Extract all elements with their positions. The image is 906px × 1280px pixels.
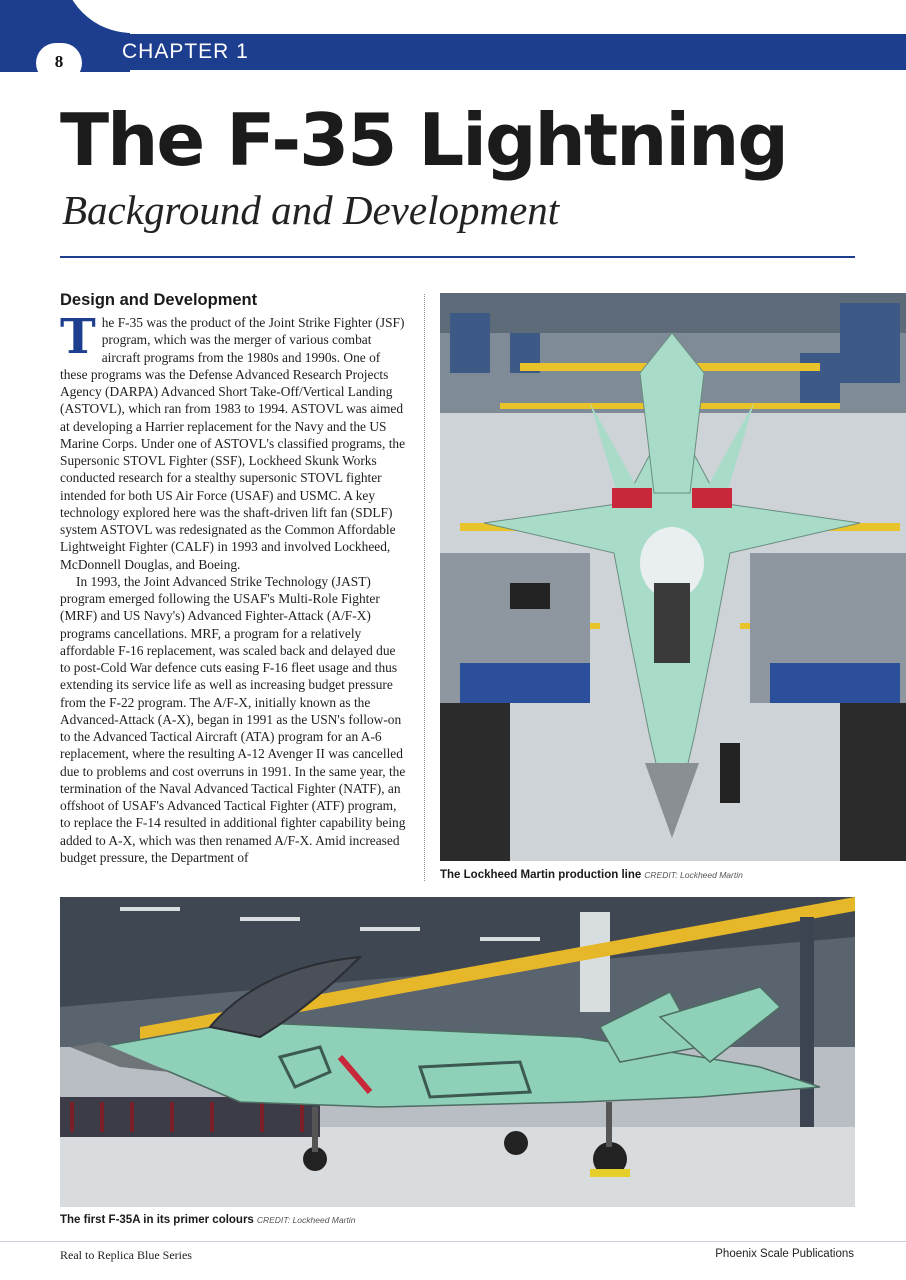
paragraph-1-text: he F-35 was the product of the Joint Strike Fighter (JSF) program, which was the merger of various combat aircraft programs from the 1980s and 1990s. One of these programs was the Defense Advanced Research Projects Agency (DARPA) Advanced Short Take-Off/Vertical Landing (ASTOVL), which ran from 1983 to 1994. ASTOVL was aimed at developing a Harrier replacement for the Navy and the US Marine Corps. Under one of ASTOVL's classified programs, the Supersonic STOVL Fighter (SSF), Lockheed Skunk Works conducted research for a stealthy supersonic STOVL fighter intended for both US Air Force (USAF) and USMC. A key technology explored here was the shaft-driven lift fan (SDLF) system ASTOVL was redesignated as the Common Affordable Lightweight Fighter (CALF) in 1993 and involved Lockheed, McDonnell Douglas, and Boeing. xyxy=(60,315,406,572)
first-f35a-caption xyxy=(60,1214,355,1226)
column-divider xyxy=(424,294,425,881)
caption-credit: CREDIT: Lockheed Martin xyxy=(256,1215,356,1225)
page-subtitle: Background and Development xyxy=(62,187,560,233)
drop-cap: T xyxy=(60,309,96,365)
page-number: 8 xyxy=(54,52,64,71)
page-title: The F-35 Lightning xyxy=(60,98,787,182)
caption-text: The first F-35A in its primer colours xyxy=(60,1214,254,1226)
footer-divider xyxy=(0,1241,906,1242)
section-heading: Design and Development xyxy=(60,291,258,309)
paragraph-1 xyxy=(60,309,406,573)
body-text-column xyxy=(60,309,406,866)
first-f35a-photo xyxy=(60,897,855,1207)
production-line-caption xyxy=(440,869,743,881)
footer-series: Real to Replica Blue Series xyxy=(60,1248,192,1262)
paragraph-2: In 1993, the Joint Advanced Strike Technology (JAST) program emerged following the USAF's Multi-Role Fighter (MRF) and US Navy's) Advanced Fighter-Attack (A/F-X) programs cancellations. MRF, a program for a relatively affordable F-16 replacement, was scaled back and delayed due to post-Cold War defence cuts easing F-16 fleet usage and thus extending its service life as well as increasing budget pressure from the F-22 program. The A/F-X, initially known as the Advanced-Attack (A-X), began in 1991 as the USN's follow-on to the Advanced Tactical Aircraft (ATA) program for an A-6 replacement, where the resulting A-12 Avenger II was cancelled due to problems and cost overruns in 1991. In the same year, the termination of the Naval Advanced Tactical Fighter (NATF), an offshoot of USAF's Advanced Tactical Fighter (ATF) program, to replace the F-14 resulted in additional fighter capability being added to A-X, which was then renamed A/F-X. Amid increased budget pressure, the Department of xyxy=(60,573,406,865)
footer-publisher: Phoenix Scale Publications xyxy=(715,1248,854,1260)
production-line-photo xyxy=(440,293,906,861)
chapter-label: CHAPTER 1 xyxy=(122,40,249,63)
caption-text: The Lockheed Martin production line xyxy=(440,869,642,881)
title-divider xyxy=(60,256,855,258)
caption-credit: CREDIT: Lockheed Martin xyxy=(644,870,743,880)
